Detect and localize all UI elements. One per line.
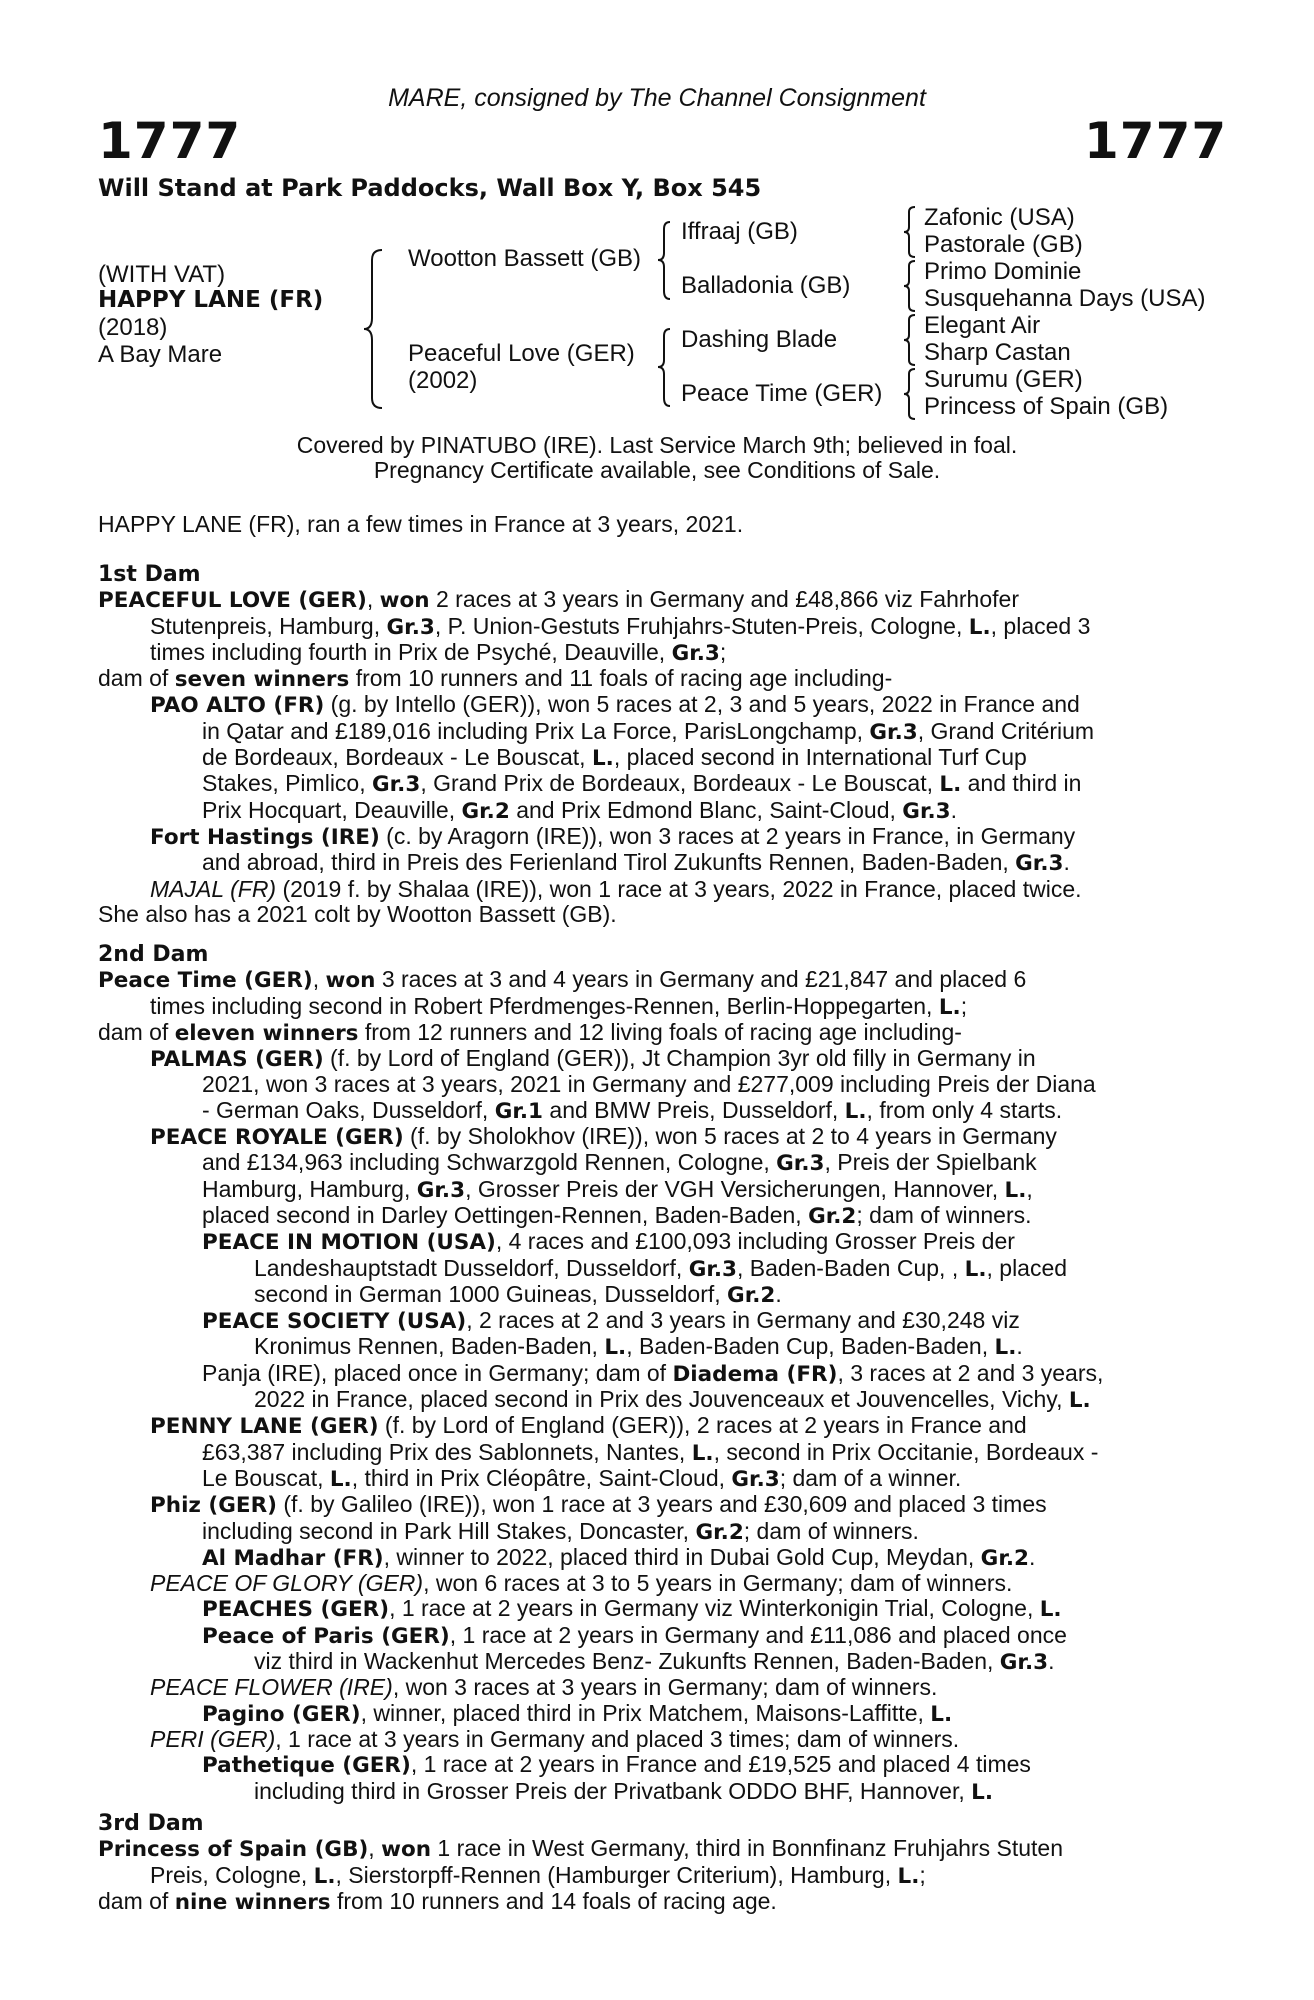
grade: Gr.3 [902,798,951,824]
won-label: won [381,1837,432,1863]
text: , Grand Critérium [917,717,1095,744]
won-label: won [379,588,430,614]
text: , [1026,1175,1033,1202]
grade: Gr.3 [776,1151,825,1177]
grade: Gr.3 [1015,851,1064,877]
third-dam-section [98,1811,1206,1915]
race-record-intro: HAPPY LANE (FR), ran a few times in France at 3 years, 2021. [98,511,744,537]
produce-entry [98,1675,1206,1700]
first-dam-name: PEACEFUL LOVE (GER) [98,588,367,614]
produce-name: PEACE FLOWER (IRE) [150,1674,393,1701]
text: - German Oaks, Dusseldorf, [202,1096,495,1123]
dam-year: (2002) [408,367,478,394]
produce-entry [98,1229,1206,1255]
text: , Preis der Spielbank [824,1149,1037,1176]
text: times including second in Robert Pferdmenges-Rennen, Berlin-Hoppegarten, [150,992,939,1019]
produce-entry-line [98,1072,1206,1097]
text: ; dam of winners. [743,1517,919,1544]
horse-name: HAPPY LANE (FR) [98,287,324,313]
text: She also has a 2021 colt by Wootton Bassett (GB). [98,900,617,927]
produce-entry-line [98,745,1206,771]
grade: Gr.3 [386,614,435,640]
grade: Gr.3 [688,1256,738,1282]
text: and third in [961,770,1082,797]
text: , won 3 races at 3 years in Germany; dam of winners. [392,1674,938,1701]
grade: Gr.3 [731,1466,780,1492]
text: , winner, placed third in Prix Matchem, Maisons-Laffitte, [360,1699,931,1726]
grade: L. [971,1779,993,1805]
produce-name: PENNY LANE (GER) [150,1414,379,1440]
produce-entry [98,1727,1206,1752]
produce-name: PAO ALTO (FR) [150,693,325,719]
text: , Grand Prix de Bordeaux, Bordeaux - Le Bouscat, [420,770,940,797]
produce-entry-line [98,1440,1206,1466]
text: and Prix Edmond Blanc, Saint-Cloud, [509,796,903,823]
text: , 4 races and £100,093 including Grosser Preis der [495,1228,1015,1255]
produce-entry-line [98,1177,1206,1203]
grade: L. [329,1466,352,1492]
text: , Baden-Baden Cup, , [737,1254,965,1281]
third-dam-line [98,1863,1206,1889]
produce-entry [98,1623,1206,1649]
produce-entry-line [98,1779,1206,1805]
text: (2019 f. by Shalaa (IRE)), won 1 race at 3 years, 2022 in France, placed twice. [276,875,1082,902]
text: Stutenpreis, Hamburg, [150,612,387,639]
grade: L. [994,1335,1017,1361]
first-dam-line [98,614,1206,640]
grade: L. [897,1863,920,1889]
won-label: won [325,968,376,994]
grade: L. [591,746,614,772]
text: , placed [986,1254,1068,1281]
text: including second in Park Hill Stakes, Doncaster, [202,1517,696,1544]
grade: Gr.2 [808,1203,857,1229]
text: ; dam of winners. [856,1201,1032,1228]
third-dam-heading: 3rd Dam [98,1811,204,1836]
text: de Bordeaux, Bordeaux - Le Bouscat, [202,744,592,771]
text: 2 races at 3 years in Germany and £48,866 viz Fahrhofer [429,586,1019,613]
produce-name: Fort Hastings (IRE) [150,824,380,850]
text: , winner to 2022, placed third in Dubai Gold Cup, Meydan, [383,1543,981,1570]
first-dam-heading: 1st Dam [98,562,201,587]
lot-number-left: 1777 [98,112,242,170]
grade: L. [964,1256,987,1282]
text: (f. by Galileo (IRE)), won 1 race at 3 years and £30,609 and placed 3 times [276,1491,1047,1518]
produce-name: Al Madhar (FR) [202,1545,384,1571]
second-dam-line [98,994,1206,1020]
produce-entry [98,1413,1206,1439]
text: times including fourth in Prix de Psyché, Deauville, [150,638,672,665]
text: ; [719,638,727,665]
grade: L. [968,614,991,640]
text: . [1063,849,1070,876]
text: Kronimus Rennen, Baden-Baden, [254,1333,605,1360]
granddam-line-2: Pastorale (GB) [924,231,1083,258]
covering-line-2: Pregnancy Certificate available, see Conditions of Sale. [373,457,941,483]
produce-entry [98,1492,1206,1518]
text: including third in Grosser Preis der Privatbank ODDO BHF, Hannover, [254,1777,972,1804]
text: £63,387 including Prix des Sablonnets, Nantes, [202,1438,692,1465]
second-dam-section [98,942,1206,1805]
text: and BMW Preis, Dusseldorf, [543,1096,845,1123]
text: Stakes, Pimlico, [202,770,372,797]
grade: L. [604,1335,627,1361]
dam-dam: Peace Time (GER) [681,380,883,407]
grade: L. [1004,1177,1027,1203]
grade: L. [691,1440,714,1466]
produce-name: PEACE OF GLORY (GER) [150,1570,424,1597]
text: dam of [98,665,175,692]
text: Panja (IRE), placed once in Germany; dam of [202,1359,673,1386]
produce-entry-line [98,1203,1206,1229]
first-dam-line: PEACEFUL LOVE (GER), won 2 races at 3 years in Germany and £48,866 viz Fahrhofer [98,586,1019,614]
text: and abroad, third in Preis des Ferienland Tirol Zukunfts Rennen, Baden-Baden, [202,849,1016,876]
text: . [775,1280,782,1307]
text: 3 races at 3 and 4 years in Germany and £21,847 and placed 6 [375,966,1027,993]
second-dam-name: Peace Time (GER) [98,968,313,994]
second-dam-heading: 2nd Dam [98,942,209,967]
sire-sire: Iffraaj (GB) [681,218,798,245]
produce-name: PEACE SOCIETY (USA) [202,1309,467,1335]
text: , placed second in International Turf Cup [613,744,1027,771]
second-dam-produce-line [98,1020,1206,1046]
granddam-line-4: Susquehanna Days (USA) [924,285,1206,312]
winners-count: eleven winners [174,1020,359,1046]
produce-name: Peace of Paris (GER) [202,1623,450,1649]
produce-name: MAJAL (FR) [150,875,277,902]
produce-entry-line [98,1256,1206,1282]
consignor-line: MARE, consigned by The Channel Consignment [388,84,926,112]
grade: Gr.3 [999,1650,1049,1676]
text: , Grosser Preis der VGH Versicherungen, Hannover, [465,1175,1005,1202]
text: , Baden-Baden Cup, Baden-Baden, [626,1333,995,1360]
produce-entry-line [98,719,1206,745]
text: , 1 race at 2 years in France and £19,525 and placed 4 times [410,1751,1031,1778]
vat-note: (WITH VAT) [98,261,226,288]
granddam-line-3: Primo Dominie [924,258,1082,285]
text: 2021, won 3 races at 3 years, 2021 in Germany and £277,009 including Preis der Diana [202,1071,1096,1098]
dam: Peaceful Love (GER) [408,340,635,367]
text: . [1016,1333,1023,1360]
granddam-line-8: Princess of Spain (GB) [924,393,1169,420]
grade: Gr.2 [695,1519,744,1545]
text: placed second in Darley Oettingen-Rennen, Baden-Baden, [202,1201,809,1228]
produce-entry [98,1361,1206,1387]
sire: Wootton Bassett (GB) [408,245,641,272]
text: , from only 4 starts. [866,1096,1063,1123]
text: dam of [98,1887,175,1914]
third-dam-line: Princess of Spain (GB), won 1 race in West Germany, third in Bonnfinanz Fruhjahrs Stuten [98,1835,1063,1863]
grade: Gr.3 [416,1177,466,1203]
brace-g1 [902,205,922,259]
grade: Gr.3 [869,719,918,745]
grade: Gr.3 [671,640,720,666]
produce-entry [98,877,1206,902]
text: (g. by Intello (GER)), won 5 races at 2, 3 and 5 years, 2022 in France and [324,691,1080,718]
text: (f. by Lord of England (GER)), 2 races at 2 years in France and [378,1412,1027,1439]
produce-entry-line [98,798,1206,824]
produce-entry-line [98,850,1206,876]
text: Prix Hocquart, Deauville, [202,796,462,823]
brace-g4 [902,367,922,421]
pedigree-brace-main [362,248,392,410]
produce-entry-line [98,1649,1206,1675]
text: . [950,796,957,823]
produce-entry [98,1046,1206,1072]
grade: L. [1068,1388,1091,1414]
produce-entry [98,1752,1206,1778]
grade: L. [930,1701,953,1727]
granddam-line-7: Surumu (GER) [924,366,1083,393]
produce-entry [98,1308,1206,1334]
sire-brace [656,220,678,302]
produce-entry-line [98,1150,1206,1176]
covering-note [0,433,1314,483]
text: , second in Prix Occitanie, Bordeaux - [713,1438,1099,1465]
granddam-line-5: Elegant Air [924,312,1041,339]
text: 2022 in France, placed second in Prix des Jouvenceaux et Jouvencelles, Vichy, [254,1386,1069,1413]
grade: L. [938,994,961,1020]
text: , Sierstorpff-Rennen (Hamburger Criterium), Hamburg, [335,1861,898,1888]
produce-name: Phiz (GER) [150,1493,277,1519]
text: (f. by Sholokhov (IRE)), won 5 races at 2 to 4 years in Germany [403,1123,1057,1150]
second-dam-line: Peace Time (GER), won 3 races at 3 and 4 years in Germany and £21,847 and placed 6 [98,966,1027,994]
grade: Gr.3 [372,772,421,798]
produce-entry-line [98,1098,1206,1124]
brace-g2 [902,259,922,313]
produce-entry-line [98,771,1206,797]
text: in Qatar and £189,016 including Prix La Force, ParisLongchamp, [202,717,870,744]
produce-entry-line [98,1387,1206,1413]
text: from 10 runners and 11 foals of racing age including- [349,665,893,692]
produce-name: Pathetique (GER) [202,1753,411,1779]
first-dam-produce-line [98,666,1206,692]
text: and £134,963 including Schwarzgold Rennen, Cologne, [202,1149,777,1176]
produce-entry [98,1545,1206,1571]
text: , P. Union-Gestuts Fruhjahrs-Stuten-Preis, Cologne, [434,612,969,639]
produce-name: PEACHES (GER) [202,1597,390,1623]
third-dam-produce-line [98,1889,1206,1915]
produce-entry [98,1124,1206,1150]
produce-name: Pagino (GER) [202,1701,361,1727]
text: Hamburg, Hamburg, [202,1175,417,1202]
third-dam-name: Princess of Spain (GB) [98,1837,369,1863]
produce-entry [98,1596,1206,1622]
horse-year: (2018) [98,314,168,341]
text: . [1028,1543,1036,1570]
granddam-line-6: Sharp Castan [924,339,1071,366]
grade: L. [313,1863,336,1889]
produce-note [98,902,1206,927]
produce-entry [98,824,1206,850]
produce-name: Diadema (FR) [672,1361,838,1387]
brace-g3 [902,313,922,367]
text: , 2 races at 2 and 3 years in Germany and £30,248 viz [466,1307,1020,1334]
text: ; [919,1861,926,1888]
produce-name: PEACE IN MOTION (USA) [202,1230,496,1256]
text: Landeshauptstadt Dusseldorf, Dusseldorf, [254,1254,689,1281]
produce-entry-line [98,1282,1206,1308]
text: dam of [98,1018,175,1045]
grade: L. [1039,1597,1062,1623]
sire-dam: Balladonia (GB) [681,272,851,299]
grade: L. [939,772,962,798]
text: from 12 runners and 12 living foals of racing age including- [358,1018,962,1045]
lot-number-right: 1777 [1084,112,1228,170]
text: . [1048,1648,1055,1675]
text: 1 race in West Germany, third in Bonnfinanz Fruhjahrs Stuten [431,1835,1063,1862]
text: , placed 3 [990,612,1091,639]
text: (f. by Lord of England (GER)), Jt Champion 3yr old filly in Germany in [323,1045,1036,1072]
grade: Gr.1 [494,1098,544,1124]
produce-name: PEACE ROYALE (GER) [150,1125,404,1151]
text: second in German 1000 Guineas, Dusseldorf, [254,1280,728,1307]
text: , 1 race at 3 years in Germany and placed 3 times; dam of winners. [275,1725,960,1752]
text: viz third in Wackenhut Mercedes Benz- Zukunfts Rennen, Baden-Baden, [254,1648,1000,1675]
text: ; [960,992,968,1019]
first-dam-section [98,562,1206,927]
text: , 1 race at 2 years in Germany viz Winterkonigin Trial, Cologne, [389,1595,1040,1622]
winners-count: seven winners [174,667,350,693]
covering-line-1: Covered by PINATUBO (IRE). Last Service March 9th; believed in foal. [296,432,1018,458]
text: (c. by Aragorn (IRE)), won 3 races at 2 years in France, in Germany [379,822,1076,849]
granddam-line-1: Zafonic (USA) [924,204,1075,231]
grade: L. [844,1098,867,1124]
horse-description: A Bay Mare [98,341,223,368]
grade: Gr.2 [980,1545,1029,1571]
produce-entry [98,692,1206,718]
text: , won 6 races at 3 to 5 years in Germany; dam of winners. [423,1570,1013,1597]
stand-location: Will Stand at Park Paddocks, Wall Box Y, Box 545 [98,174,762,202]
winners-count: nine winners [174,1889,331,1915]
text: Le Bouscat, [202,1464,330,1491]
first-dam-line [98,640,1206,666]
text: ; dam of a winner. [779,1464,962,1491]
produce-entry [98,1701,1206,1727]
dam-brace [656,327,678,409]
produce-entry-line [98,1334,1206,1360]
produce-entry [98,1571,1206,1596]
grade: Gr.2 [461,798,510,824]
text: from 10 runners and 14 foals of racing age. [330,1887,777,1914]
dam-sire: Dashing Blade [681,326,838,353]
text: , third in Prix Cléopâtre, Saint-Cloud, [351,1464,732,1491]
produce-name: PALMAS (GER) [150,1047,324,1073]
text: , 3 races at 2 and 3 years, [837,1359,1104,1386]
produce-entry-line [98,1519,1206,1545]
grade: Gr.2 [727,1282,776,1308]
produce-entry-line [98,1466,1206,1492]
produce-name: PERI (GER) [150,1725,276,1752]
text: Preis, Cologne, [150,1861,314,1888]
text: , 1 race at 2 years in Germany and £11,086 and placed once [449,1621,1067,1648]
